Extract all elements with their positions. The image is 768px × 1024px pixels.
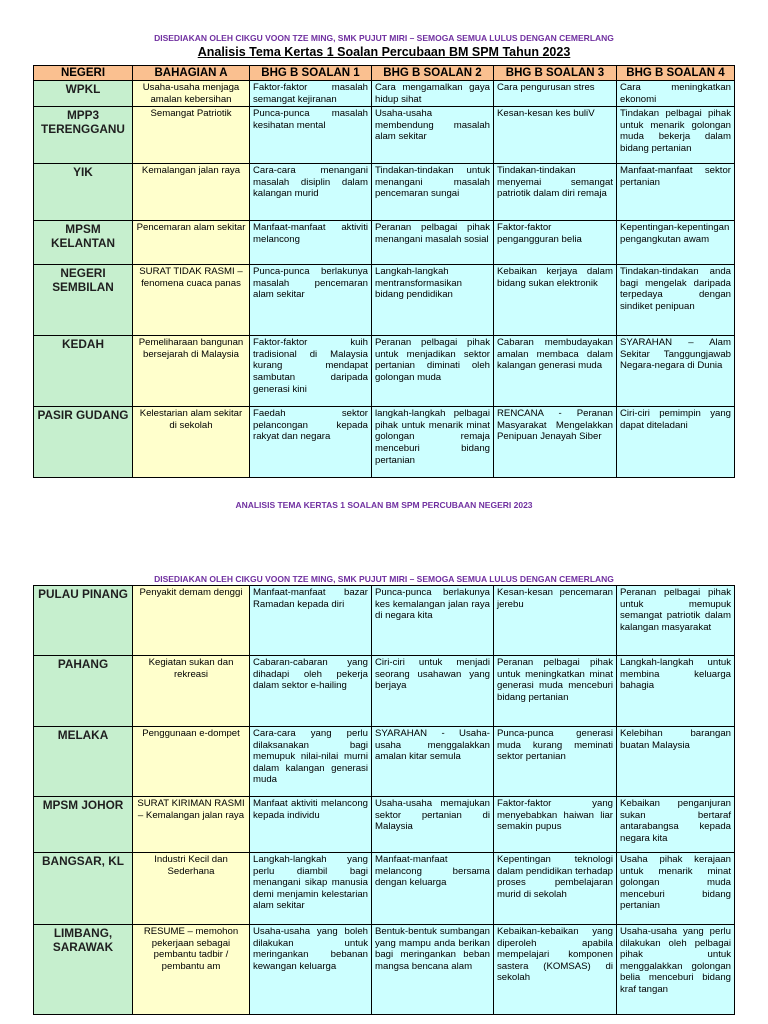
negeri-cell: WPKL <box>34 81 133 107</box>
soalan-4-cell: Manfaat-manfaat sektor pertanian <box>617 164 735 221</box>
soalan-1-cell: Cabaran-cabaran yang dihadapi oleh pekerja dalam sektor e-hailing <box>250 656 372 727</box>
theme-table-page-2 <box>33 585 735 1015</box>
soalan-2-cell: Cara mengamalkan gaya hidup sihat <box>372 81 494 107</box>
soalan-3-cell: RENCANA - Peranan Masyarakat Mengelakkan Penipuan Jenayah Siber <box>494 407 617 478</box>
soalan-2-cell: Peranan pelbagai pihak menangani masalah sosial <box>372 221 494 265</box>
soalan-2-cell: Langkah-langkah mentransformasikan bidang pendidikan <box>372 265 494 336</box>
soalan-2-cell: Bentuk-bentuk sumbangan yang mampu anda berikan bagi meringankan beban mangsa bencana alam <box>372 925 494 1015</box>
negeri-cell: MPSM JOHOR <box>34 797 133 853</box>
soalan-3-cell: Kebaikan-kebaikan yang diperoleh apabila mempelajari komponen sastera (KOMSAS) di sekolah <box>494 925 617 1015</box>
soalan-2-cell: Usaha-usaha membendung masalah alam sekitar <box>372 107 494 164</box>
soalan-2-cell: Manfaat-manfaat melancong bersama dengan keluarga <box>372 853 494 925</box>
negeri-cell: MELAKA <box>34 727 133 797</box>
table-row <box>34 221 735 265</box>
table-row <box>34 107 735 164</box>
negeri-cell: YIK <box>34 164 133 221</box>
soalan-2-cell: Peranan pelbagai pihak untuk menjadikan sektor pertanian diminati oleh golongan muda <box>372 336 494 407</box>
page-1 <box>0 0 768 510</box>
soalan-3-cell: Peranan pelbagai pihak untuk meningkatkan minat generasi muda menceburi bidang pertanian <box>494 656 617 727</box>
bahagian-a-cell: SURAT KIRIMAN RASMI – Kemalangan jalan raya <box>133 797 250 853</box>
negeri-cell: BANGSAR, KL <box>34 853 133 925</box>
soalan-1-cell: Manfaat-manfaat aktiviti melancong <box>250 221 372 265</box>
table-row <box>34 407 735 478</box>
table-row <box>34 727 735 797</box>
footer-caption: ANALISIS TEMA KERTAS 1 SOALAN BM SPM PERCUBAAN NEGERI 2023 <box>235 500 533 510</box>
soalan-4-cell: Usaha pihak kerajaan untuk menarik minat golongan muda menceburi bidang pertanian <box>617 853 735 925</box>
negeri-cell: KEDAH <box>34 336 133 407</box>
soalan-1-cell: Punca-punca berlakunya masalah pencemaran alam sekitar <box>250 265 372 336</box>
soalan-3-cell: Faktor-faktor pengangguran belia <box>494 221 617 265</box>
header-bahagian-a: BAHAGIAN A <box>133 66 250 81</box>
soalan-4-cell: Ciri-ciri pemimpin yang dapat diteladani <box>617 407 735 478</box>
negeri-cell: NEGERI SEMBILAN <box>34 265 133 336</box>
bahagian-a-cell: Kemalangan jalan raya <box>133 164 250 221</box>
soalan-2-cell: Punca-punca berlakunya kes kemalangan jalan raya di negara kita <box>372 586 494 656</box>
soalan-4-cell: Kepentingan-kepentingan pengangkutan awam <box>617 221 735 265</box>
bahagian-a-cell: Penggunaan e-dompet <box>133 727 250 797</box>
header-soalan-2: BHG B SOALAN 2 <box>372 66 494 81</box>
negeri-cell: PASIR GUDANG <box>34 407 133 478</box>
bahagian-a-cell: Kelestarian alam sekitar di sekolah <box>133 407 250 478</box>
bahagian-a-cell: Usaha-usaha menjaga amalan kebersihan <box>133 81 250 107</box>
soalan-4-cell: Tindakan-tindakan anda bagi mengelak daripada terpedaya dengan sindiket penipuan <box>617 265 735 336</box>
soalan-2-cell: Ciri-ciri untuk menjadi seorang usahawan yang berjaya <box>372 656 494 727</box>
header-negeri: NEGERI <box>34 66 133 81</box>
document-title: Analisis Tema Kertas 1 Soalan Percubaan BM SPM Tahun 2023 <box>197 45 571 59</box>
bahagian-a-cell: Kegiatan sukan dan rekreasi <box>133 656 250 727</box>
negeri-cell: MPSM KELANTAN <box>34 221 133 265</box>
soalan-3-cell: Kesan-kesan kes buliV <box>494 107 617 164</box>
soalan-3-cell: Faktor-faktor yang menyebabkan haiwan liar semakin pupus <box>494 797 617 853</box>
negeri-cell: PULAU PINANG <box>34 586 133 656</box>
credit-line: DISEDIAKAN OLEH CIKGU VOON TZE MING, SMK PUJUT MIRI – SEMOGA SEMUA LULUS DENGAN CEMERLANG <box>154 574 614 584</box>
soalan-3-cell: Kepentingan teknologi dalam pendidikan terhadap proses pembelajaran murid di sekolah <box>494 853 617 925</box>
soalan-1-cell: Manfaat aktiviti melancong kepada individu <box>250 797 372 853</box>
soalan-3-cell: Punca-punca generasi muda kurang meminati sektor pertanian <box>494 727 617 797</box>
theme-table-page-1 <box>33 65 735 478</box>
header-soalan-4: BHG B SOALAN 4 <box>617 66 735 81</box>
soalan-3-cell: Kebaikan kerjaya dalam bidang sukan elektronik <box>494 265 617 336</box>
table-row <box>34 81 735 107</box>
soalan-2-cell: Tindakan-tindakan untuk menangani masalah pencemaran sungai <box>372 164 494 221</box>
soalan-4-cell: Usaha-usaha yang perlu dilakukan oleh pelbagai pihak untuk menggalakkan golongan belia menceburi bidang kraf tangan <box>617 925 735 1015</box>
soalan-2-cell: SYARAHAN - Usaha-usaha menggalakkan amalan kitar semula <box>372 727 494 797</box>
soalan-1-cell: Faedah sektor pelancongan kepada rakyat dan negara <box>250 407 372 478</box>
soalan-1-cell: Faktor-faktor kuih tradisional di Malaysia kurang mendapat sambutan daripada generasi kini <box>250 336 372 407</box>
negeri-cell: PAHANG <box>34 656 133 727</box>
soalan-1-cell: Cara-cara menangani masalah disiplin dalam kalangan murid <box>250 164 372 221</box>
table-row <box>34 656 735 727</box>
bahagian-a-cell: SURAT TIDAK RASMI – fenomena cuaca panas <box>133 265 250 336</box>
soalan-1-cell: Faktor-faktor masalah semangat kejiranan <box>250 81 372 107</box>
table-row <box>34 797 735 853</box>
soalan-1-cell: Cara-cara yang perlu dilaksanakan bagi memupuk nilai-nilai murni dalam kalangan generasi muda <box>250 727 372 797</box>
soalan-1-cell: Punca-punca masalah kesihatan mental <box>250 107 372 164</box>
table-header-row <box>34 66 735 81</box>
soalan-3-cell: Tindakan-tindakan menyemai semangat patriotik dalam diri remaja <box>494 164 617 221</box>
bahagian-a-cell: RESUME – memohon pekerjaan sebagai pembantu tadbir / pembantu am <box>133 925 250 1015</box>
table-row <box>34 925 735 1015</box>
soalan-4-cell: Peranan pelbagai pihak untuk memupuk semangat patriotik dalam kalangan masyarakat <box>617 586 735 656</box>
credit-line: DISEDIAKAN OLEH CIKGU VOON TZE MING, SMK PUJUT MIRI – SEMOGA SEMUA LULUS DENGAN CEMERLANG <box>154 33 614 43</box>
bahagian-a-cell: Industri Kecil dan Sederhana <box>133 853 250 925</box>
table-row <box>34 265 735 336</box>
negeri-cell: MPP3 TERENGGANU <box>34 107 133 164</box>
table-row <box>34 164 735 221</box>
table-row <box>34 336 735 407</box>
soalan-1-cell: Langkah-langkah yang perlu diambil bagi menangani sikap manusia demi menjamin kelestarian alam sekitar <box>250 853 372 925</box>
header-soalan-1: BHG B SOALAN 1 <box>250 66 372 81</box>
soalan-4-cell: Kebaikan penganjuran sukan bertaraf antarabangsa kepada negara kita <box>617 797 735 853</box>
soalan-4-cell: SYARAHAN – Alam Sekitar Tanggungjawab Negara-negara di Dunia <box>617 336 735 407</box>
negeri-cell: LIMBANG, SARAWAK <box>34 925 133 1015</box>
page-2 <box>0 574 768 1015</box>
soalan-3-cell: Kesan-kesan pencemaran jerebu <box>494 586 617 656</box>
bahagian-a-cell: Pencemaran alam sekitar <box>133 221 250 265</box>
bahagian-a-cell: Semangat Patriotik <box>133 107 250 164</box>
soalan-2-cell: Usaha-usaha memajukan sektor pertanian di Malaysia <box>372 797 494 853</box>
soalan-4-cell: Langkah-langkah untuk membina keluarga bahagia <box>617 656 735 727</box>
table-row <box>34 586 735 656</box>
soalan-4-cell: Cara meningkatkan ekonomi <box>617 81 735 107</box>
soalan-4-cell: Kelebihan barangan buatan Malaysia <box>617 727 735 797</box>
bahagian-a-cell: Pemeliharaan bangunan bersejarah di Malaysia <box>133 336 250 407</box>
table-row <box>34 853 735 925</box>
header-soalan-3: BHG B SOALAN 3 <box>494 66 617 81</box>
soalan-1-cell: Usaha-usaha yang boleh dilakukan untuk meringankan bebanan kewangan keluarga <box>250 925 372 1015</box>
bahagian-a-cell: Penyakit demam denggi <box>133 586 250 656</box>
soalan-4-cell: Tindakan pelbagai pihak untuk menarik golongan muda bekerja dalam bidang pertanian <box>617 107 735 164</box>
soalan-3-cell: Cara pengurusan stres <box>494 81 617 107</box>
soalan-3-cell: Cabaran membudayakan amalan membaca dalam kalangan generasi muda <box>494 336 617 407</box>
soalan-2-cell: langkah-langkah pelbagai pihak untuk menarik minat golongan remaja menceburi bidang pertanian <box>372 407 494 478</box>
soalan-1-cell: Manfaat-manfaat bazar Ramadan kepada diri <box>250 586 372 656</box>
